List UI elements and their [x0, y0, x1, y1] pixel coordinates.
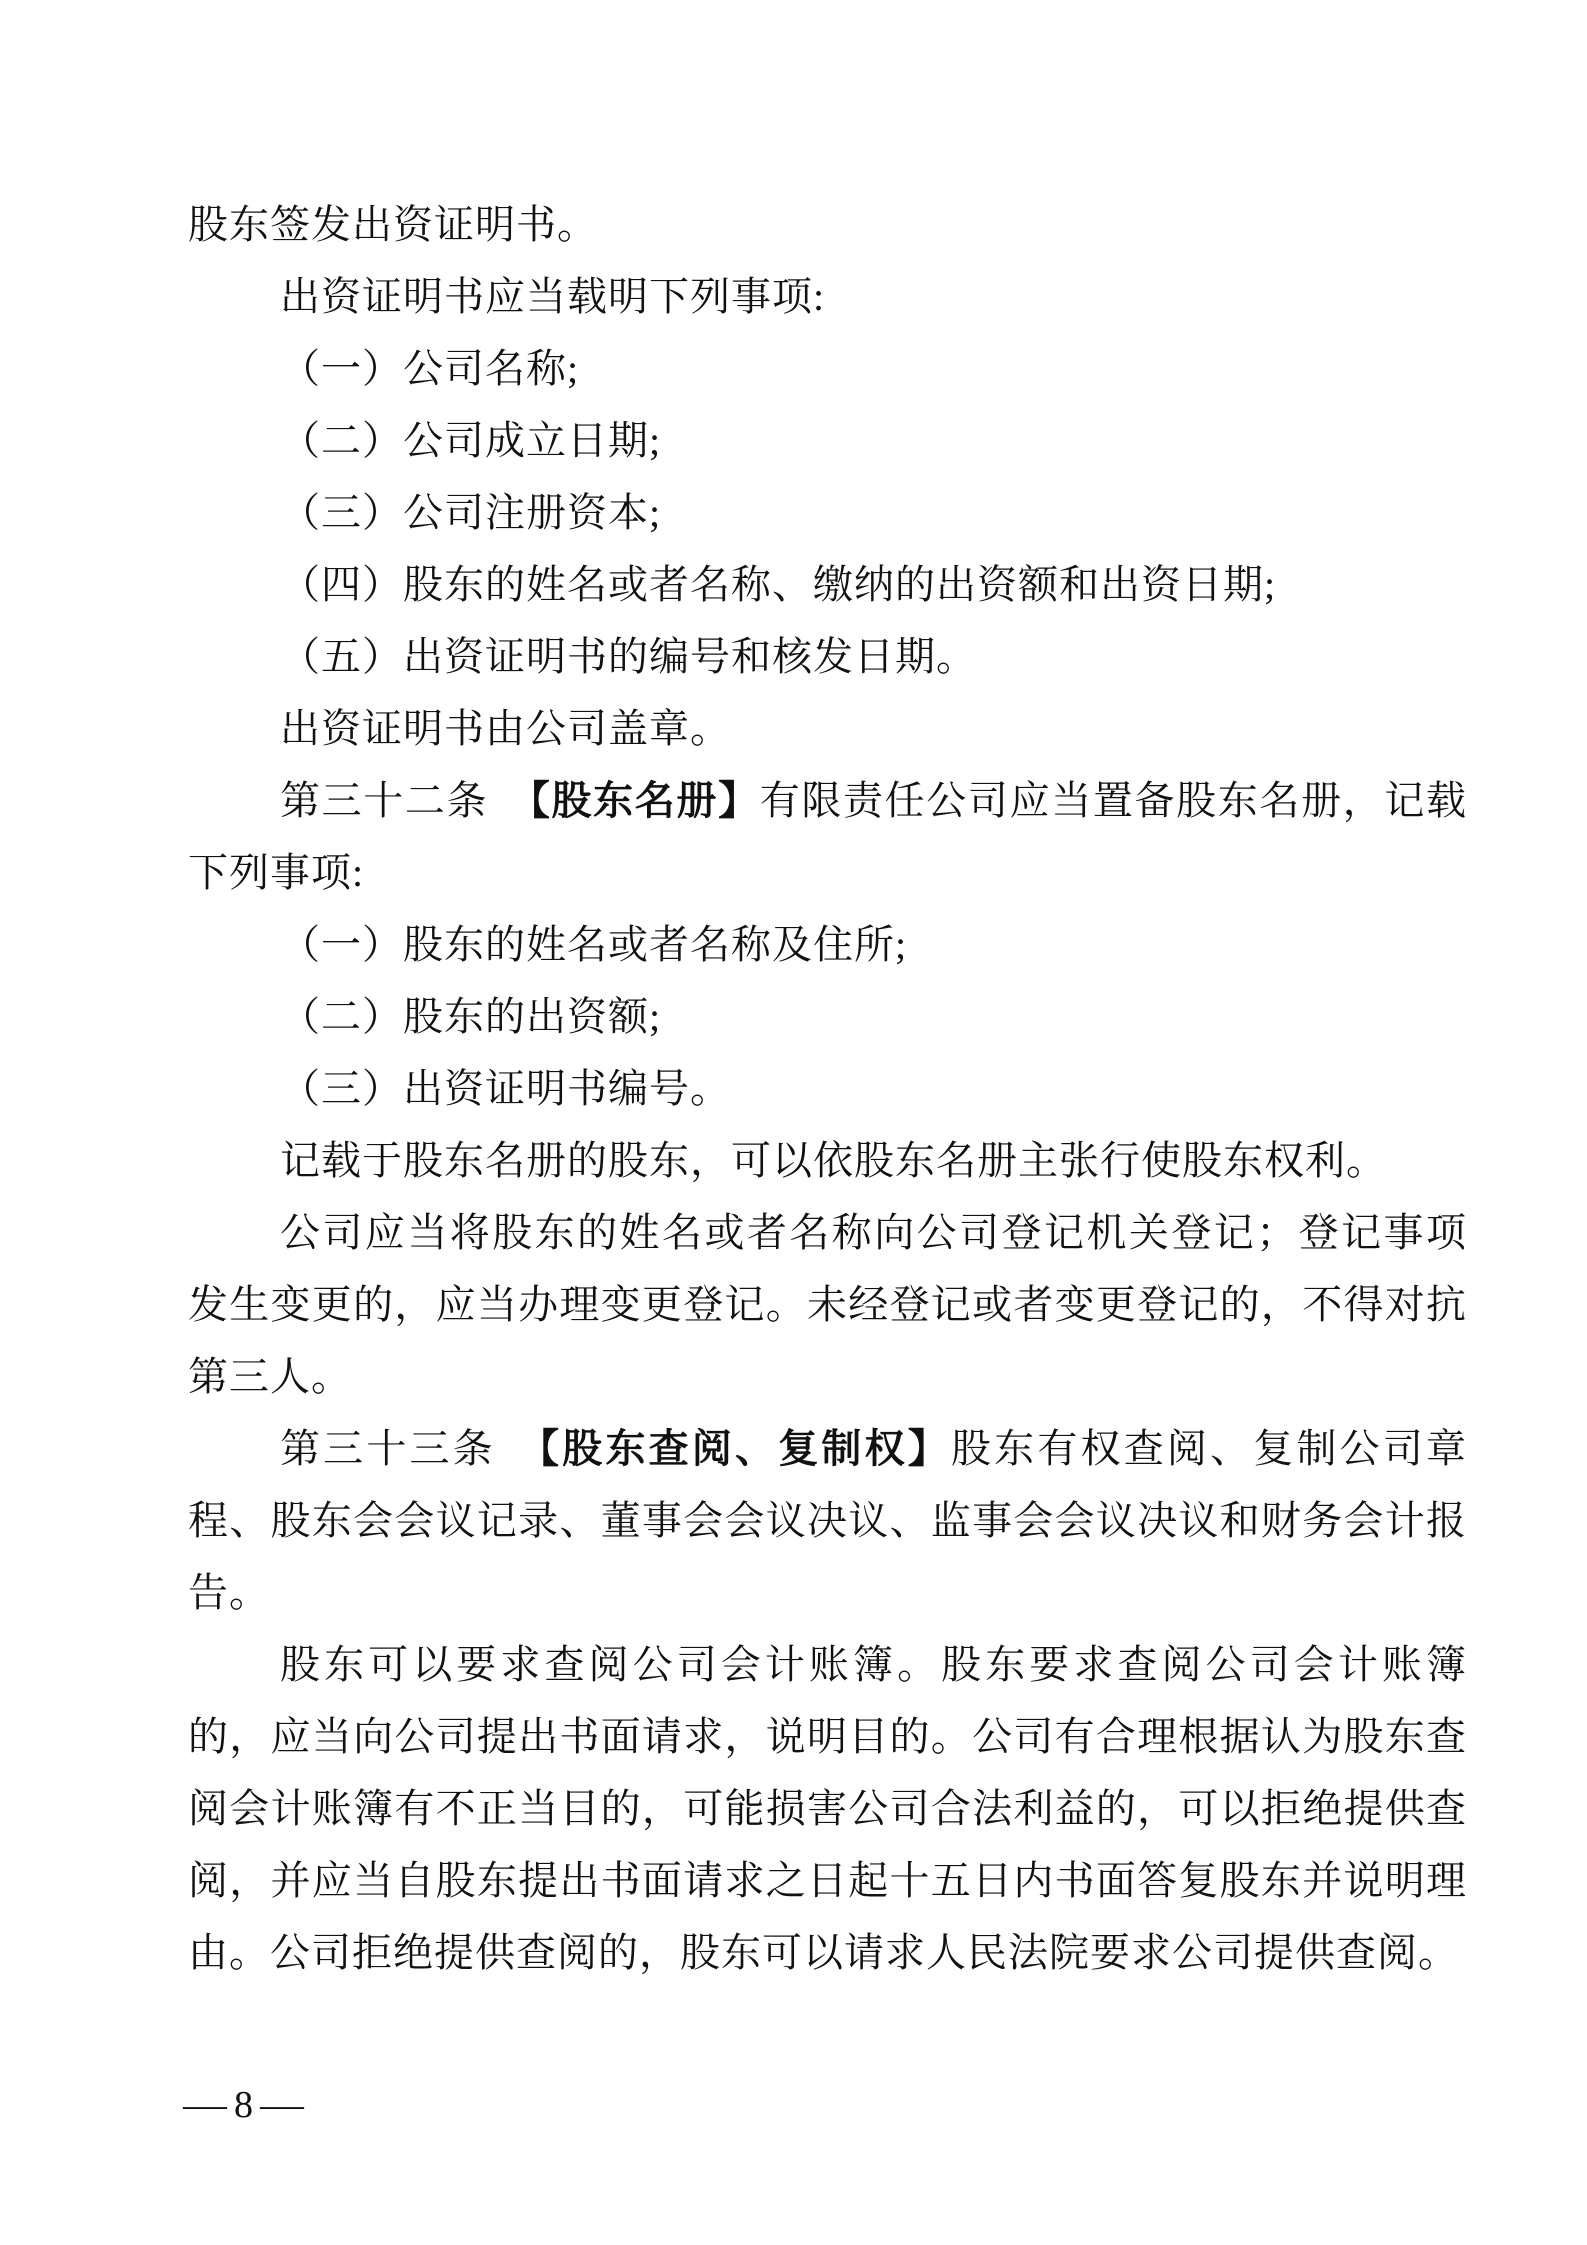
text-segment: （三）出资证明书编号。 [280, 1066, 731, 1111]
paragraph-11 [188, 981, 1467, 1053]
text-segment: 股东有权查阅、复制公司章程、股东会会议记录、董事会会议决议、监事会会议决议和财务会计报告。 [188, 1426, 1468, 1615]
text-segment: 股东可以要求查阅公司会计账簿。股东要求查阅公司会计账簿的，应当向公司提出书面请求，说明目的。公司有合理根据认为股东查阅会计账簿有不正当目的，可能损害公司合法利益的，可以拒绝提供查阅，并应当自股东提出书面请求之日起十五日内书面答复股东并说明理由。公司拒绝提供查阅的，股东可以请求人民法院要求公司提供查阅。 [188, 1642, 1467, 1975]
text-segment: （三）公司注册资本; [280, 490, 662, 535]
paragraph-7 [188, 621, 1467, 693]
page-number [183, 2084, 304, 2126]
text-segment: 有限责任公司应当置备股东名册，记载下列事项: [188, 778, 1468, 895]
page-number-value: 8 [234, 2084, 253, 2126]
page-number-left-dash: — [183, 2084, 227, 2126]
paragraph-9 [188, 765, 1467, 909]
page-number-right-dash: — [260, 2084, 304, 2126]
paragraph-10 [188, 909, 1467, 981]
text-segment: （二）公司成立日期; [280, 418, 662, 463]
paragraph-14 [188, 1197, 1467, 1413]
paragraph-1 [188, 189, 1467, 261]
paragraph-12 [188, 1053, 1467, 1125]
document-body [188, 189, 1467, 1989]
text-segment: 公司应当将股东的姓名或者名称向公司登记机关登记；登记事项发生变更的，应当办理变更登记。未经登记或者变更登记的，不得对抗第三人。 [188, 1210, 1467, 1399]
text-segment: 第三十二条 [280, 778, 530, 823]
paragraph-15 [188, 1413, 1467, 1629]
text-segment: （一）公司名称; [280, 346, 580, 391]
paragraph-3 [188, 333, 1467, 405]
text-segment: 第三十三条 [280, 1426, 540, 1471]
paragraph-4 [188, 405, 1467, 477]
paragraph-13 [188, 1125, 1467, 1197]
article-catchword: 【股东名册】 [529, 778, 760, 823]
paragraph-2 [188, 261, 1467, 333]
text-segment: 股东签发出资证明书。 [188, 202, 598, 247]
article-catchword: 【股东查阅、复制权】 [539, 1426, 951, 1471]
paragraph-8 [188, 693, 1467, 765]
text-segment: （四）股东的姓名或者名称、缴纳的出资额和出资日期; [280, 562, 1277, 607]
paragraph-5 [188, 477, 1467, 549]
text-segment: （二）股东的出资额; [280, 994, 662, 1039]
paragraph-16 [188, 1629, 1467, 1989]
text-segment: 出资证明书应当载明下列事项: [280, 274, 826, 319]
paragraph-6 [188, 549, 1467, 621]
text-segment: 出资证明书由公司盖章。 [280, 706, 731, 751]
text-segment: （一）股东的姓名或者名称及住所; [280, 922, 908, 967]
text-segment: （五）出资证明书的编号和核发日期。 [280, 634, 977, 679]
text-segment: 记载于股东名册的股东，可以依股东名册主张行使股东权利。 [280, 1138, 1387, 1183]
